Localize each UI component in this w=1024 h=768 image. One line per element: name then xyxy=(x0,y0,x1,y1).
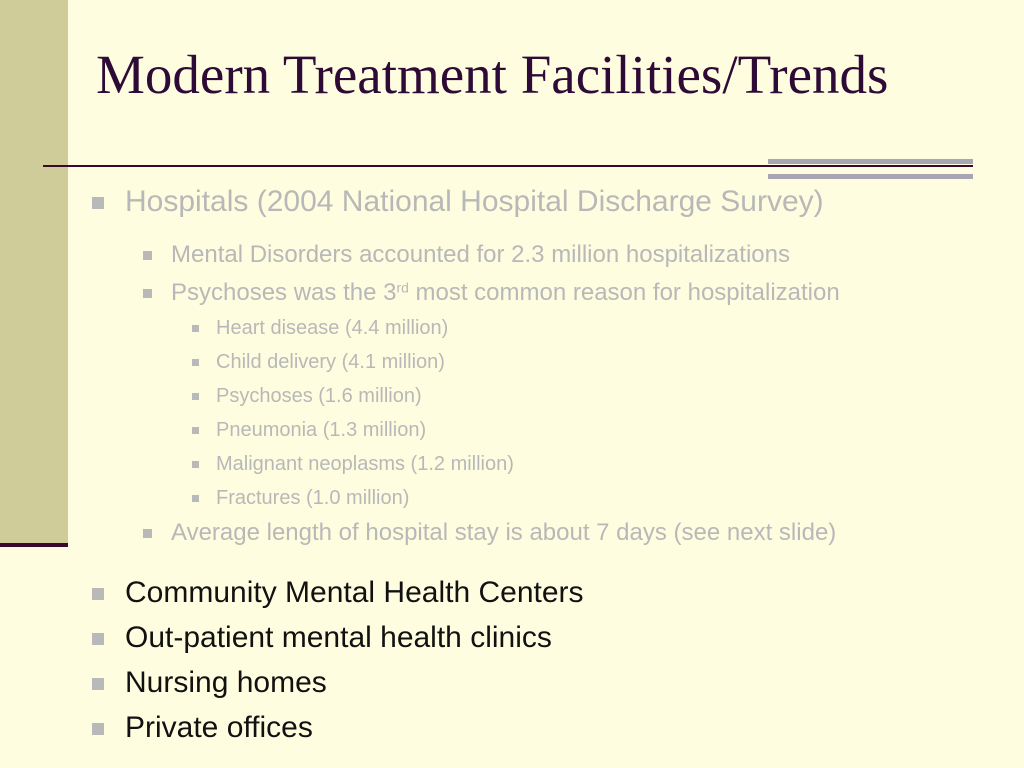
reason-item xyxy=(216,316,448,340)
square-bullet-icon xyxy=(92,678,104,690)
square-bullet-icon xyxy=(143,289,152,298)
facility-item xyxy=(125,711,313,745)
reason-text: Heart disease (4.4 million) xyxy=(216,317,449,339)
square-bullet-icon xyxy=(192,461,199,468)
hospitals-heading: Hospitals (2004 National Hospital Discharge Survey) xyxy=(125,185,824,218)
reason-item xyxy=(216,350,445,374)
square-bullet-icon xyxy=(192,325,199,332)
reason-text: Child delivery (4.1 million) xyxy=(216,351,445,373)
facility-item xyxy=(125,576,584,610)
square-bullet-icon xyxy=(92,588,104,600)
facility-text: Community Mental Health Centers xyxy=(125,576,584,609)
facility-item xyxy=(125,621,552,655)
bullet-hospitals xyxy=(125,185,824,219)
bullet-mental-disorders xyxy=(171,241,790,269)
side-decor-underline xyxy=(0,543,68,547)
square-bullet-icon xyxy=(192,427,199,434)
facility-text: Private offices xyxy=(125,711,313,744)
reason-item xyxy=(216,452,514,476)
ordinal-suffix: rd xyxy=(396,279,409,296)
facility-item xyxy=(125,666,327,700)
slide-title: Modern Treatment Facilities/Trends xyxy=(96,44,889,105)
square-bullet-icon xyxy=(92,633,104,645)
square-bullet-icon xyxy=(92,197,104,209)
reason-text: Fractures (1.0 million) xyxy=(216,487,410,509)
facility-text: Out-patient mental health clinics xyxy=(125,621,552,654)
accent-bar-top xyxy=(768,159,973,164)
square-bullet-icon xyxy=(143,529,152,538)
accent-bar-bottom xyxy=(768,174,973,179)
average-stay-text: Average length of hospital stay is about 7 days (see next slide) xyxy=(171,519,837,546)
side-decor-bar xyxy=(0,0,68,545)
title-divider xyxy=(43,165,973,167)
reason-text: Malignant neoplasms (1.2 million) xyxy=(216,453,514,475)
square-bullet-icon xyxy=(92,723,104,735)
bullet-average-stay xyxy=(171,519,836,547)
square-bullet-icon xyxy=(192,359,199,366)
mental-disorders-text: Mental Disorders accounted for 2.3 million hospitalizations xyxy=(171,241,790,268)
square-bullet-icon xyxy=(143,251,152,260)
reason-text: Psychoses (1.6 million) xyxy=(216,385,422,407)
bullet-psychoses-rank xyxy=(171,279,840,307)
square-bullet-icon xyxy=(192,495,199,502)
square-bullet-icon xyxy=(192,393,199,400)
facility-text: Nursing homes xyxy=(125,666,327,699)
reason-item xyxy=(216,418,426,442)
psychoses-rank-before: Psychoses was the 3 xyxy=(171,279,397,306)
reason-item xyxy=(216,384,422,408)
psychoses-rank-after: most common reason for hospitalization xyxy=(408,279,840,306)
reason-item xyxy=(216,486,409,510)
reason-text: Pneumonia (1.3 million) xyxy=(216,419,427,441)
